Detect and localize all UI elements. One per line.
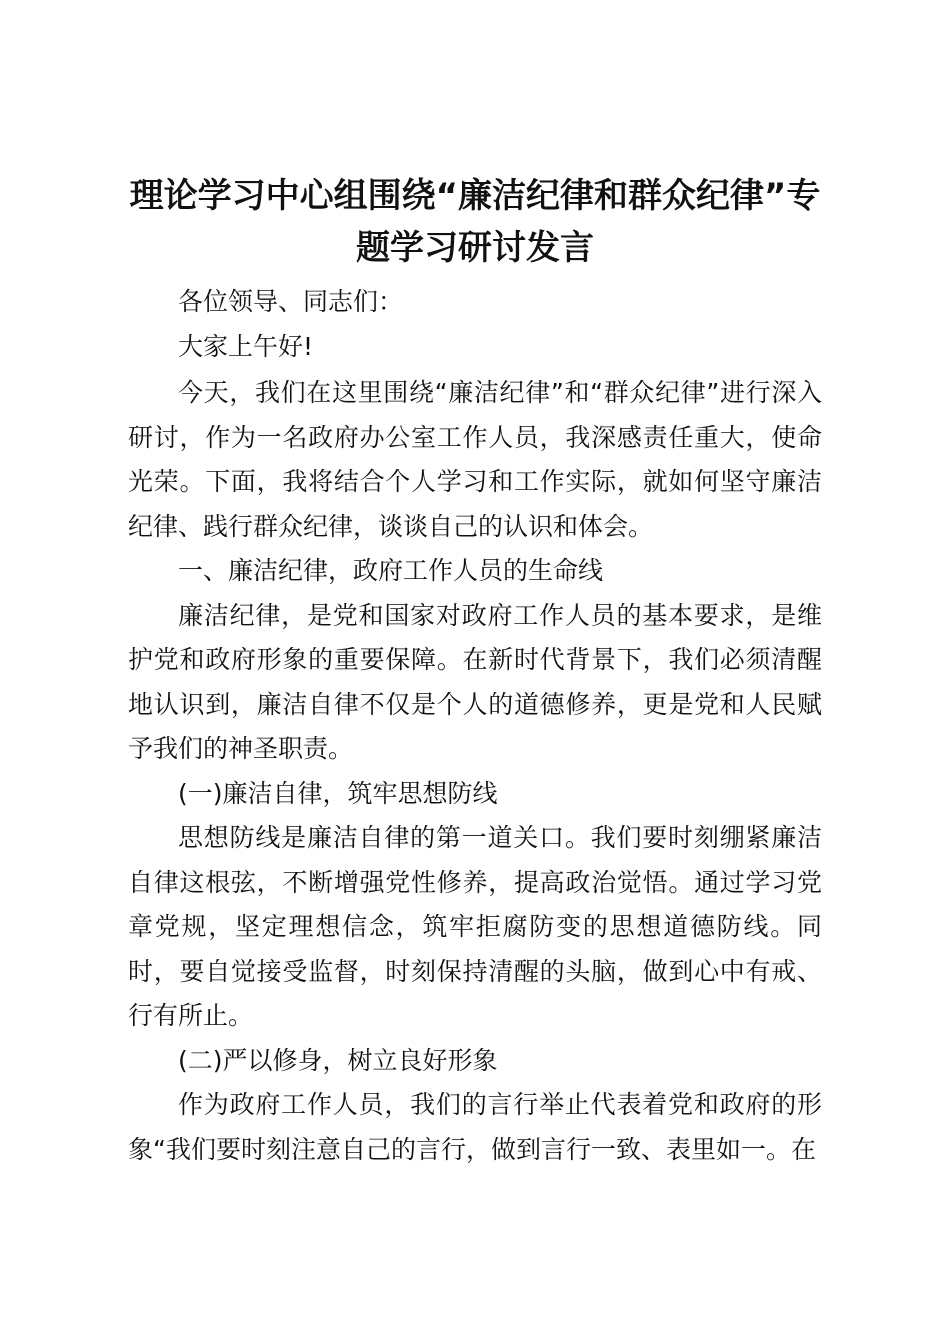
- subsection-2-paragraph: 作为政府工作人员，我们的言行举止代表着党和政府的形象“我们要时刻注意自己的言行，做到言行一致、表里如一。在: [128, 1090, 822, 1164]
- document-title: 理论学习中心组围绕“廉洁纪律和群众纪律”专题学习研讨发言: [129, 176, 821, 268]
- subsection-heading-2: (二)严以修身，树立良好形象: [178, 1045, 498, 1075]
- subsection-1-paragraph: 思想防线是廉洁自律的第一道关口。我们要时刻绷紧廉洁自律这根弦，不断增强党性修养，提高政治觉悟。通过学习党章党规，坚定理想信念，筑牢拒腐防变的思想道德防线。同时，要自觉接受监督，时刻保持清醒的头脑，做到心中有戒、行有所止。: [128, 823, 822, 1030]
- intro-paragraph: 今天，我们在这里围绕“廉洁纪律”和“群众纪律”进行深入研讨，作为一名政府办公室工作人员，我深感责任重大，使命光荣。下面，我将结合个人学习和工作实际，就如何坚守廉洁纪律、践行群众纪律，谈谈自己的认识和体会。: [128, 378, 822, 541]
- greeting: 大家上午好!: [178, 331, 314, 361]
- section-heading-1: 一、廉洁纪律，政府工作人员的生命线: [178, 556, 604, 585]
- document-body: [128, 280, 822, 1172]
- salutation: 各位领导、同志们：: [178, 287, 404, 316]
- subsection-heading-1: (一)廉洁自律，筑牢思想防线: [178, 778, 498, 808]
- section-1-paragraph: 廉洁纪律，是党和国家对政府工作人员的基本要求，是维护党和政府形象的重要保障。在新时代背景下，我们必须清醒地认识到，廉洁自律不仅是个人的道德修养，更是党和人民赋予我们的神圣职责。: [128, 600, 822, 763]
